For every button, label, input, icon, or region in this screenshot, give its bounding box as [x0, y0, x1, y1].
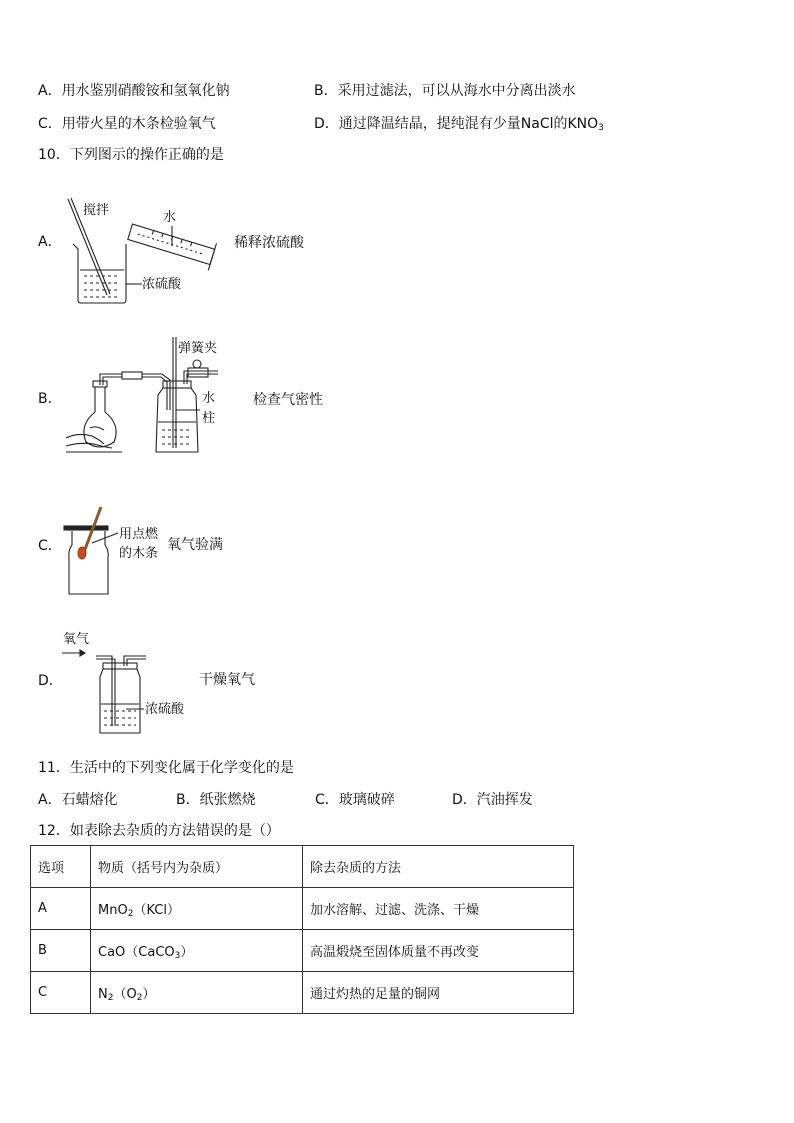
label-water: 水 [163, 210, 177, 225]
table-header-row [31, 846, 574, 888]
cell-substance: $N_2(O_2)$ [91, 972, 303, 1014]
cell-method: 通过灼热的足量的铜网 [303, 972, 574, 1014]
cell-option: B [31, 930, 91, 972]
q9-option-b: B．采用过滤法，可以从海水中分离出淡水 [314, 83, 576, 99]
label-water-column-1: 水 [202, 391, 216, 406]
q10-option-c-letter: C． [38, 538, 62, 554]
header-option: 选项 [31, 846, 91, 888]
cell-method: 加水溶解、过滤、洗涤、干燥 [303, 888, 574, 930]
q9-option-c: C．用带火星的木条检验氧气 [38, 116, 216, 132]
cell-method: 高温煅烧至固体质量不再改变 [303, 930, 574, 972]
header-substance: 物质（括号内为杂质） [91, 846, 303, 888]
table-row [31, 972, 574, 1014]
q11-option-c: C．玻璃破碎 [315, 792, 395, 808]
q9-option-a: A．用水鉴别硝酸铵和氢氧化钠 [38, 83, 230, 99]
cell-substance: CaO（CaCO$_3$） [91, 930, 303, 972]
q10-option-a-caption: 稀释浓硫酸 [234, 235, 304, 251]
q10-option-d-letter: D． [38, 673, 63, 689]
q10-option-b-caption: 检查气密性 [253, 392, 323, 408]
table-row [31, 930, 574, 972]
q10-option-a-letter: A． [38, 234, 62, 250]
q11-option-d: D．汽油挥发 [452, 792, 533, 808]
label-lit-stick-2: 的木条 [119, 546, 159, 561]
cell-substance: MnO$_2$（KCl） [91, 888, 303, 930]
cell-option: A [31, 888, 91, 930]
table-row [31, 888, 574, 930]
q10-stem: 10．下列图示的操作正确的是 [38, 147, 224, 163]
cell-option: C [31, 972, 91, 1014]
q10-option-c-caption: 氧气验满 [167, 537, 223, 553]
q11-option-b: B．纸张燃烧 [176, 792, 256, 808]
q12-stem: 12．如表除去杂质的方法错误的是（） [38, 823, 280, 839]
label-conc-acid-d: 浓硫酸 [145, 702, 185, 717]
q10-option-d-caption: 干燥氧气 [199, 672, 255, 688]
header-method: 除去杂质的方法 [303, 846, 574, 888]
q11-stem: 11．生活中的下列变化属于化学变化的是 [38, 760, 294, 776]
q9-option-d: D．通过降温结晶，提纯混有少量NaCl的$KNO_3$ [314, 116, 604, 133]
label-conc-acid-a: 浓硫酸 [142, 277, 182, 292]
label-lit-stick-1: 用点燃 [119, 527, 159, 542]
label-oxygen: 氧气 [63, 632, 90, 647]
label-stir: 搅拌 [83, 203, 110, 218]
label-water-column-2: 柱 [202, 411, 216, 426]
impurity-table [30, 845, 574, 1014]
q11-option-a: A．石蜡熔化 [38, 792, 118, 808]
label-spring-clamp: 弹簧夹 [178, 341, 218, 356]
q10-option-b-letter: B． [38, 391, 62, 407]
